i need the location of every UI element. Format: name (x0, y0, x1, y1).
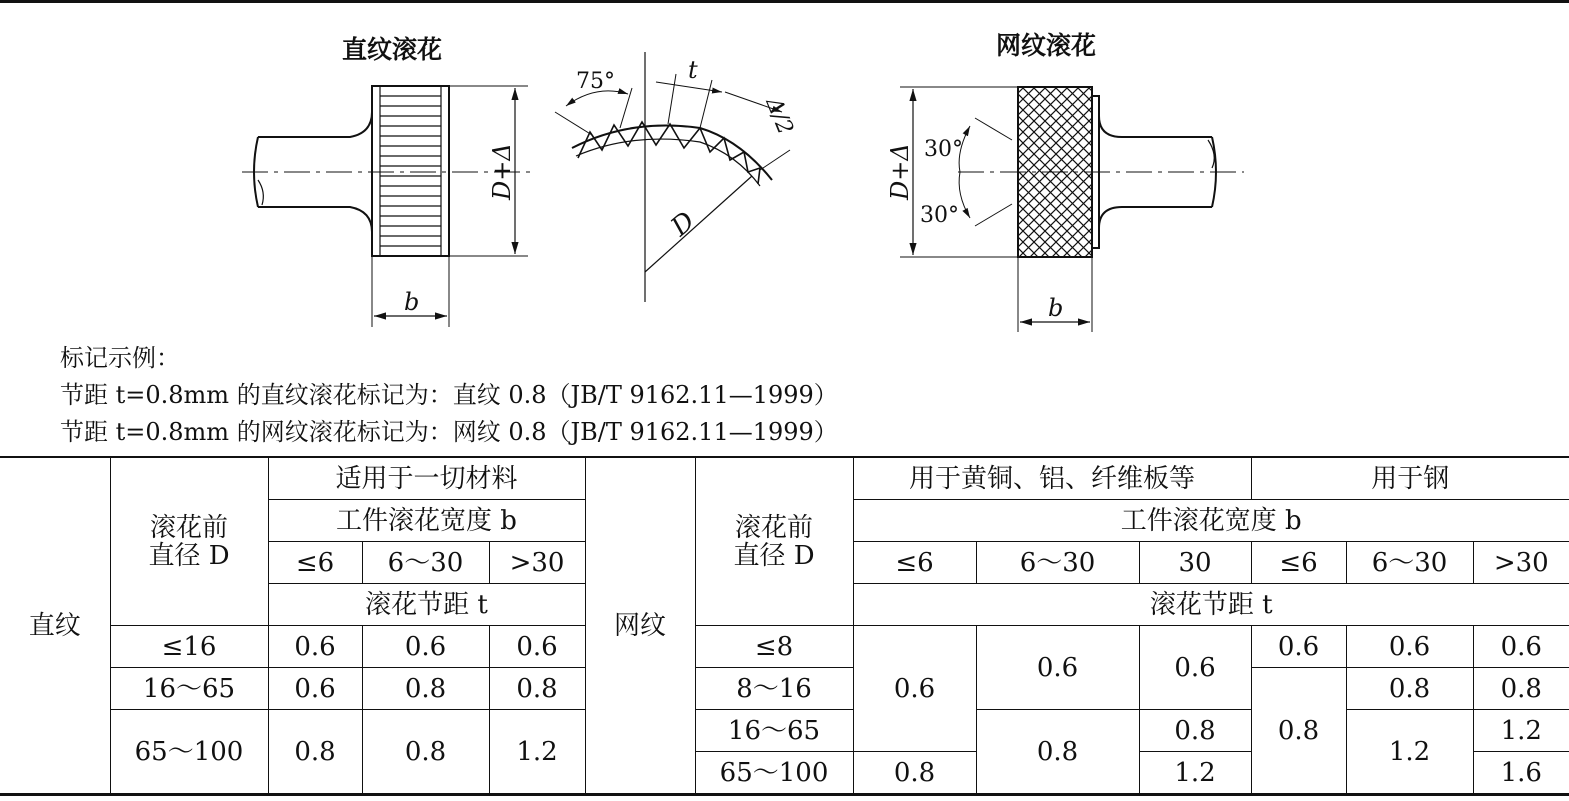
knurl-profile-detail (555, 52, 798, 302)
straight-value-cell: 0.8 (362, 710, 489, 795)
diamond-width-col: >30 (1473, 542, 1569, 584)
diamond-pitch-header: 滚花节距 t (853, 584, 1569, 626)
diamond-width-col: ≤6 (1251, 542, 1346, 584)
straight-dia-cell: 16～65 (110, 668, 268, 710)
label-d-delta-left: D+Δ (488, 143, 516, 200)
diamond-width-col: ≤6 (853, 542, 976, 584)
diamond-value-cell: 0.6 (1346, 626, 1473, 668)
straight-dia-cell: ≤16 (110, 626, 268, 668)
straight-dia-cell: 65～100 (110, 710, 268, 795)
label-b-right: b (1048, 294, 1064, 322)
straight-value-cell: 0.8 (489, 668, 585, 710)
diamond-value-cell: 0.8 (1251, 668, 1346, 795)
diamond-value-cell: 1.6 (1473, 752, 1569, 795)
diamond-dia-cell: 16～65 (695, 710, 853, 752)
diamond-steel-header: 用于钢 (1251, 457, 1569, 500)
straight-value-cell: 0.6 (268, 668, 362, 710)
straight-knurl-name: 直纹 (0, 457, 110, 795)
diamond-value-cell: 0.8 (976, 710, 1139, 795)
diamond-knurl-title: 网纹滚花 (996, 31, 1097, 60)
straight-width-header: 工件滚花宽度 b (268, 500, 585, 542)
label-d-radius: D (665, 206, 701, 243)
diamond-dia-header: 滚花前 直径 D (695, 457, 853, 626)
diamond-value-cell: 0.6 (1473, 626, 1569, 668)
straight-value-cell: 0.6 (489, 626, 585, 668)
straight-pitch-header: 滚花节距 t (268, 584, 585, 626)
straight-value-cell: 0.6 (362, 626, 489, 668)
notes-line-diamond: 节距 t=0.8mm 的网纹滚花标记为：网纹 0.8（JB/T 9162.11—1999） (60, 418, 838, 446)
diamond-value-cell: 1.2 (1346, 710, 1473, 795)
straight-width-col: >30 (489, 542, 585, 584)
straight-material-header: 适用于一切材料 (268, 457, 585, 500)
diamond-dia-cell: 8～16 (695, 668, 853, 710)
straight-dia-header: 滚花前 直径 D (110, 457, 268, 626)
knurling-figure (0, 0, 1569, 340)
diamond-knurl-name: 网纹 (585, 457, 695, 795)
diamond-brass-header: 用于黄铜、铝、纤维板等 (853, 457, 1251, 500)
label-delta-half: Δ/2 (760, 94, 798, 139)
diamond-value-cell: 0.6 (1251, 626, 1346, 668)
straight-value-cell: 1.2 (489, 710, 585, 795)
diamond-value-cell: 0.8 (1346, 668, 1473, 710)
diamond-dia-cell: 65～100 (695, 752, 853, 795)
diamond-value-cell: 1.2 (1473, 710, 1569, 752)
label-angle-75: 75° (576, 69, 615, 94)
diamond-width-header: 工件滚花宽度 b (853, 500, 1569, 542)
label-angle-30-top: 30° (924, 137, 963, 162)
diamond-value-cell: 0.6 (976, 626, 1139, 710)
diamond-knurl-drawing (886, 31, 1244, 332)
label-b-left: b (404, 288, 420, 316)
diamond-value-cell: 0.8 (1139, 710, 1251, 752)
straight-width-col: 6～30 (362, 542, 489, 584)
diamond-value-cell: 0.6 (853, 626, 976, 752)
diamond-width-col: 30 (1139, 542, 1251, 584)
diamond-value-cell: 1.2 (1139, 752, 1251, 795)
diamond-value-cell: 0.6 (1139, 626, 1251, 710)
straight-value-cell: 0.6 (268, 626, 362, 668)
straight-knurl-drawing (242, 35, 530, 327)
straight-value-cell: 0.8 (362, 668, 489, 710)
label-t: t (688, 56, 698, 84)
notes-heading: 标记示例： (60, 344, 180, 372)
diamond-value-cell: 0.8 (1473, 668, 1569, 710)
label-d-delta-right: D+Δ (886, 143, 914, 200)
straight-width-col: ≤6 (268, 542, 362, 584)
diamond-width-col: 6～30 (976, 542, 1139, 584)
straight-knurl-title: 直纹滚花 (342, 35, 443, 64)
diamond-width-col: 6～30 (1346, 542, 1473, 584)
label-angle-30-bottom: 30° (920, 203, 959, 228)
notes-line-straight: 节距 t=0.8mm 的直纹滚花标记为：直纹 0.8（JB/T 9162.11—1999） (60, 381, 838, 409)
knurl-pitch-table (0, 456, 1569, 796)
marking-examples (60, 340, 838, 451)
diamond-dia-cell: ≤8 (695, 626, 853, 668)
straight-value-cell: 0.8 (268, 710, 362, 795)
diamond-value-cell: 0.8 (853, 752, 976, 795)
